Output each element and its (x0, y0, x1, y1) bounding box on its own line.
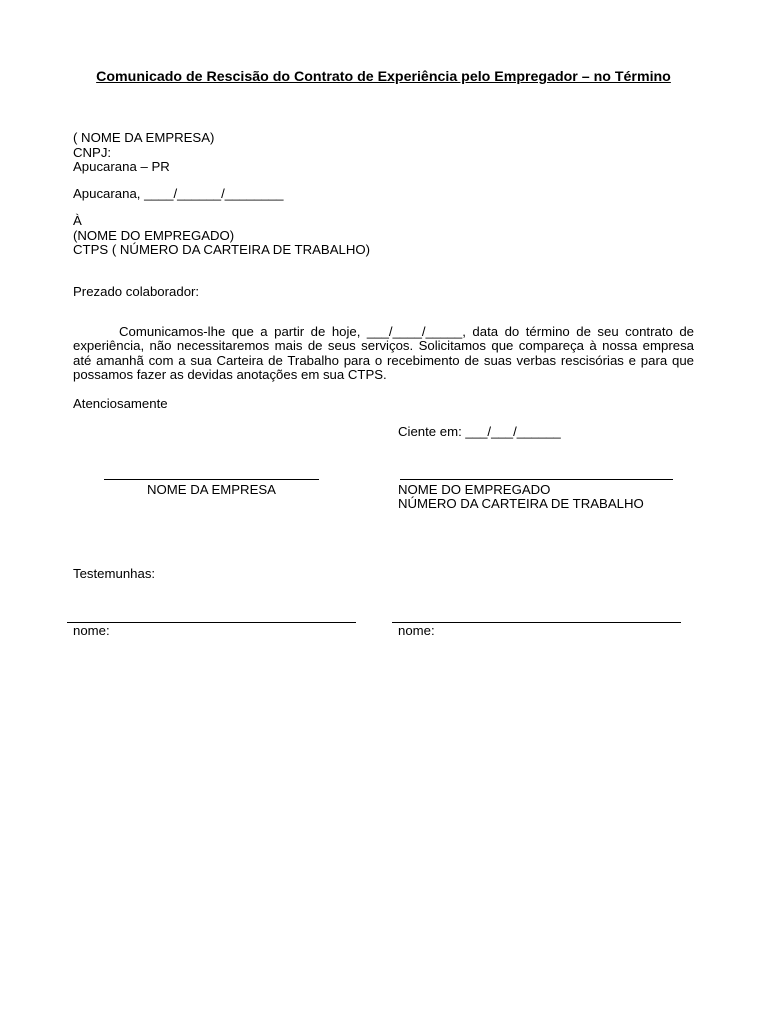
employee-signature-line (400, 479, 673, 480)
recipient-block (73, 214, 694, 258)
company-city: Apucarana – PR (73, 159, 170, 175)
witness-left-name: nome: (73, 623, 110, 638)
document-title: Comunicado de Rescisão do Contrato de Experiência pelo Empregador – no Término (96, 69, 671, 85)
date-line: Apucarana, ____/______/________ (73, 186, 284, 201)
body-paragraph: Comunicamos-lhe que a partir de hoje, ___/____/_____, data do término de seu contrato de experiência, não necessitaremos mais de seus serviços. Solicitamos que compareça à nossa empresa até amanhã com a sua Carteira de Trabalho para o recebimento de suas verbas rescisórias e para que possamos fazer as devidas anotações em sua CTPS. (73, 324, 694, 383)
witnesses-label: Testemunhas: (73, 566, 156, 581)
recipient-ctps: CTPS ( NÚMERO DA CARTEIRA DE TRABALHO) (73, 242, 371, 258)
greeting: Prezado colaborador: (73, 284, 200, 299)
company-header (73, 131, 694, 175)
witness-right-signature-line (392, 622, 681, 623)
recipient-employee: (NOME DO EMPREGADO) (73, 227, 235, 243)
employee-signature-ctps: NÚMERO DA CARTEIRA DE TRABALHO (398, 496, 644, 511)
employee-signature-name: NOME DO EMPREGADO (398, 482, 551, 497)
closing: Atenciosamente (73, 396, 168, 411)
witness-left-signature-line (67, 622, 356, 623)
recipient-to: À (73, 213, 82, 228)
company-signature-label: NOME DA EMPRESA (147, 482, 276, 497)
acknowledged-line: Ciente em: ___/___/______ (398, 424, 561, 439)
company-cnpj: CNPJ: (73, 144, 112, 160)
company-signature-line (104, 479, 319, 480)
company-name: ( NOME DA EMPRESA) (73, 130, 215, 145)
witness-right-name: nome: (398, 623, 435, 638)
